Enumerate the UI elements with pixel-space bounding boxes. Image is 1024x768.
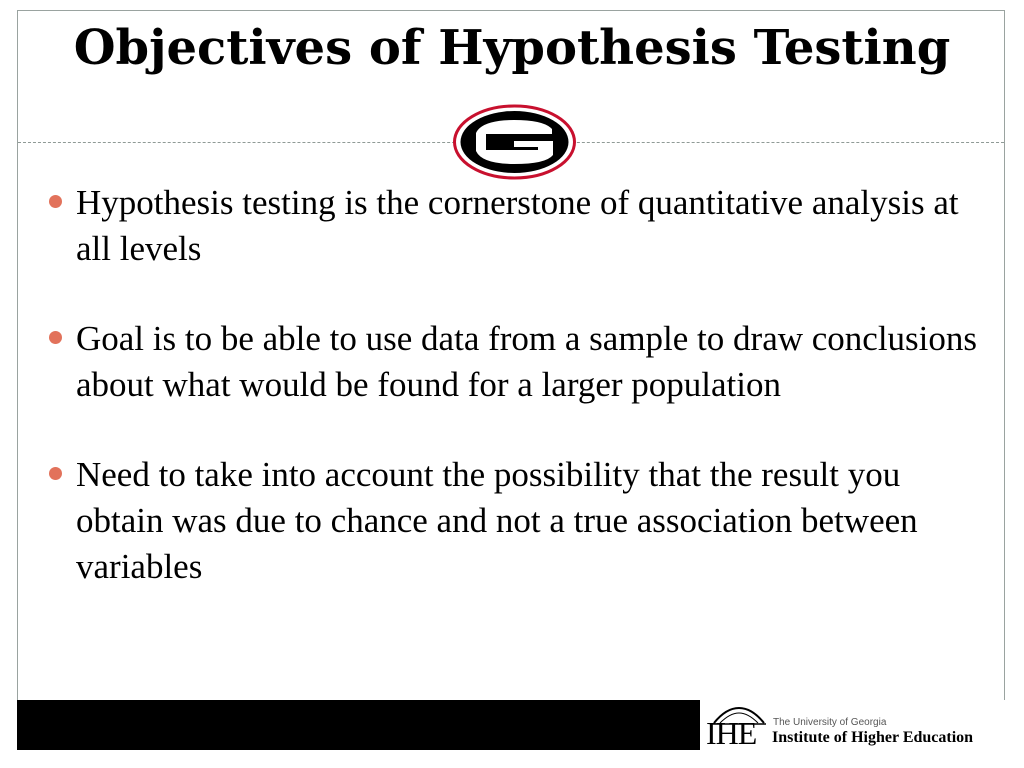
georgia-g-logo-icon bbox=[452, 103, 577, 181]
bullet-item bbox=[44, 316, 979, 408]
slide-title: Objectives of Hypothesis Testing bbox=[73, 20, 951, 76]
ihe-letters: IHE bbox=[706, 715, 757, 751]
bullet-text: Hypothesis testing is the cornerstone of quantitative analysis at all levels bbox=[76, 183, 959, 268]
institute-name: Institute of Higher Education bbox=[772, 729, 974, 746]
bullet-dot-icon bbox=[49, 331, 62, 344]
bullet-list bbox=[44, 180, 979, 590]
ihe-footer-logo bbox=[700, 700, 1005, 750]
bullet-item bbox=[44, 180, 979, 272]
bullet-dot-icon bbox=[49, 467, 62, 480]
bullet-text: Need to take into account the possibility that the result you obtain was due to chance and not a true association between variables bbox=[76, 455, 918, 586]
bullet-item bbox=[44, 452, 979, 590]
bullet-dot-icon bbox=[49, 195, 62, 208]
university-name: The University of Georgia bbox=[773, 717, 887, 728]
bullet-text: Goal is to be able to use data from a sample to draw conclusions about what would be found for a larger population bbox=[76, 319, 978, 404]
